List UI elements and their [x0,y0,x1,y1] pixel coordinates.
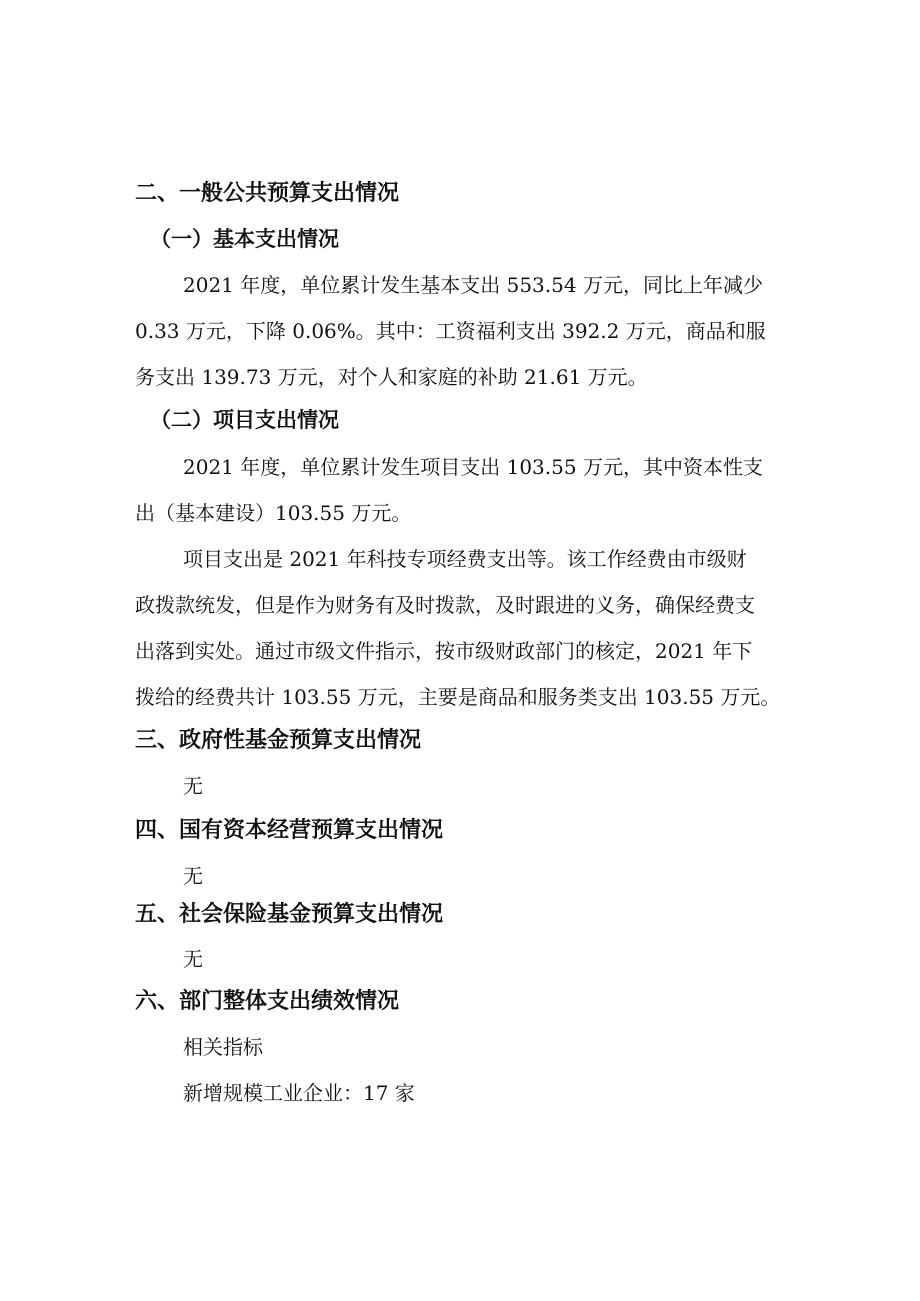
subsection-heading-project: （二）项目支出情况 [150,408,339,432]
paragraph-line: 2021 年度，单位累计发生基本支出 553.54 万元，同比上年减少 [183,273,763,297]
paragraph-line: 务支出 139.73 万元，对个人和家庭的补助 21.61 万元。 [135,365,648,389]
indicator-label: 相关指标 [183,1035,263,1059]
paragraph-line: 拨给的经费共计 103.55 万元，主要是商品和服务类支出 103.55 万元。 [135,685,781,709]
section-text-none: 无 [183,947,203,971]
paragraph-line: 出（基本建设）103.55 万元。 [135,501,412,525]
paragraph-line: 政拨款统发，但是作为财务有及时拨款，及时跟进的义务，确保经费支 [135,593,755,617]
paragraph-line: 出落到实处。通过市级文件指示，按市级财政部门的核定，2021 年下 [135,639,753,663]
paragraph-line: 0.33 万元，下降 0.06%。其中：工资福利支出 392.2 万元，商品和服 [135,319,766,343]
indicator-value: 新增规模工业企业：17 家 [183,1081,415,1105]
section-heading-3: 三、政府性基金预算支出情况 [135,728,422,753]
section-text-none: 无 [183,774,203,798]
subsection-heading-basic: （一）基本支出情况 [150,227,339,251]
paragraph-line: 2021 年度，单位累计发生项目支出 103.55 万元，其中资本性支 [183,455,763,479]
section-text-none: 无 [183,864,203,888]
section-heading-2: 二、一般公共预算支出情况 [135,181,400,206]
section-heading-5: 五、社会保险基金预算支出情况 [135,902,444,927]
section-heading-6: 六、部门整体支出绩效情况 [135,989,400,1014]
section-heading-4: 四、国有资本经营预算支出情况 [135,818,444,843]
paragraph-line: 项目支出是 2021 年科技专项经费支出等。该工作经费由市级财 [183,547,747,571]
